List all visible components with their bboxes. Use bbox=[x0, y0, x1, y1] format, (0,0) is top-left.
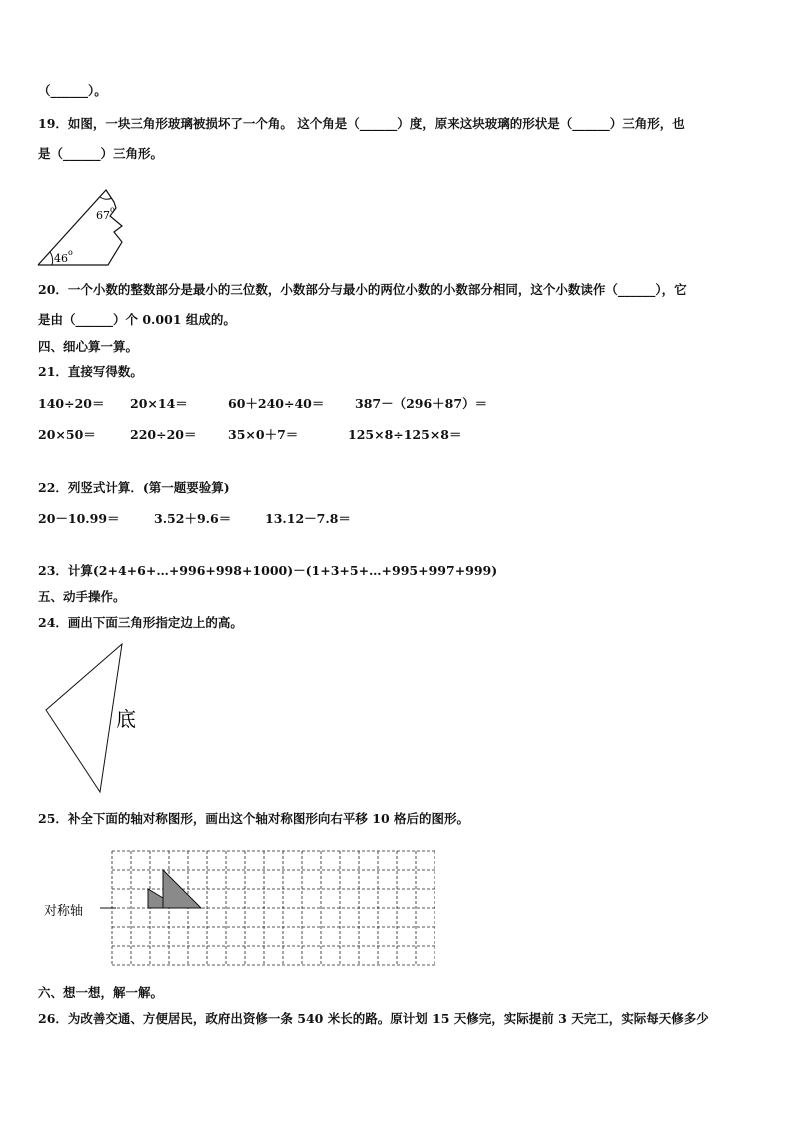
question-20-line-2: 是由（______）个 0.001 组成的。 bbox=[38, 312, 236, 327]
section-6-heading: 六、想一想，解一解。 bbox=[38, 985, 164, 1000]
question-26-line-1: 26．为改善交通、方便居民，政府出资修一条 540 米长的路。原计划 15 天修完，实际提前 3 天完工，实际每天修多少 bbox=[38, 1011, 709, 1026]
angle-top-degree: o bbox=[110, 205, 115, 214]
axis-label: 对称轴 bbox=[44, 904, 84, 919]
shaded-triangle-large bbox=[163, 870, 201, 908]
calc-22-1: 20－10.99＝ bbox=[38, 511, 120, 526]
calc-21-3: 60＋240÷40＝ bbox=[228, 396, 325, 411]
question-19-line-1: 19．如图，一块三角形玻璃被损坏了一个角。 这个角是（______）度，原来这块玻璃的形状是（______）三角形，也 bbox=[38, 116, 685, 131]
figure-25-grid bbox=[40, 848, 435, 970]
question-21-title: 21．直接写得数。 bbox=[38, 364, 143, 379]
question-19-line-2: 是（______）三角形。 bbox=[38, 146, 164, 161]
shaded-triangle-small bbox=[148, 889, 163, 908]
question-22-title: 22．列竖式计算．(第一题要验算) bbox=[38, 480, 230, 495]
section-5-heading: 五、动手操作。 bbox=[38, 589, 126, 604]
calc-21-1: 140÷20＝ bbox=[38, 396, 105, 411]
calc-21-2: 20×14＝ bbox=[130, 396, 188, 411]
calc-21-4: 387－（296＋87）＝ bbox=[355, 396, 488, 411]
question-23: 23．计算(2+4+6+…+996+998+1000)－(1+3+5+…+995+997+999) bbox=[38, 563, 498, 578]
question-24-title: 24．画出下面三角形指定边上的高。 bbox=[38, 615, 243, 630]
angle-left-label: 46 bbox=[54, 252, 68, 265]
figure-24-triangle bbox=[40, 640, 150, 800]
calc-21-8: 125×8÷125×8＝ bbox=[348, 427, 462, 442]
calc-21-5: 20×50＝ bbox=[38, 427, 96, 442]
angle-left-degree: o bbox=[68, 248, 73, 257]
triangle-shape bbox=[46, 644, 122, 792]
section-4-heading: 四、细心算一算。 bbox=[38, 339, 139, 354]
question-25-title: 25．补全下面的轴对称图形，画出这个轴对称图形向右平移 10 格后的图形。 bbox=[38, 811, 469, 826]
angle-top-label: 67 bbox=[96, 209, 110, 222]
calc-22-2: 3.52＋9.6＝ bbox=[154, 511, 232, 526]
question-20-line-1: 20．一个小数的整数部分是最小的三位数，小数部分与最小的两位小数的小数部分相同，这个小数读作（______），它 bbox=[38, 282, 687, 297]
figure-19-broken-triangle bbox=[36, 186, 136, 268]
left-angle-arc bbox=[50, 252, 53, 265]
text-line-continuation: （______）。 bbox=[38, 83, 107, 98]
calc-22-3: 13.12－7.8＝ bbox=[265, 511, 351, 526]
calc-21-6: 220÷20＝ bbox=[130, 427, 197, 442]
side-label-base: 底 bbox=[116, 707, 136, 731]
calc-21-7: 35×0＋7＝ bbox=[228, 427, 299, 442]
